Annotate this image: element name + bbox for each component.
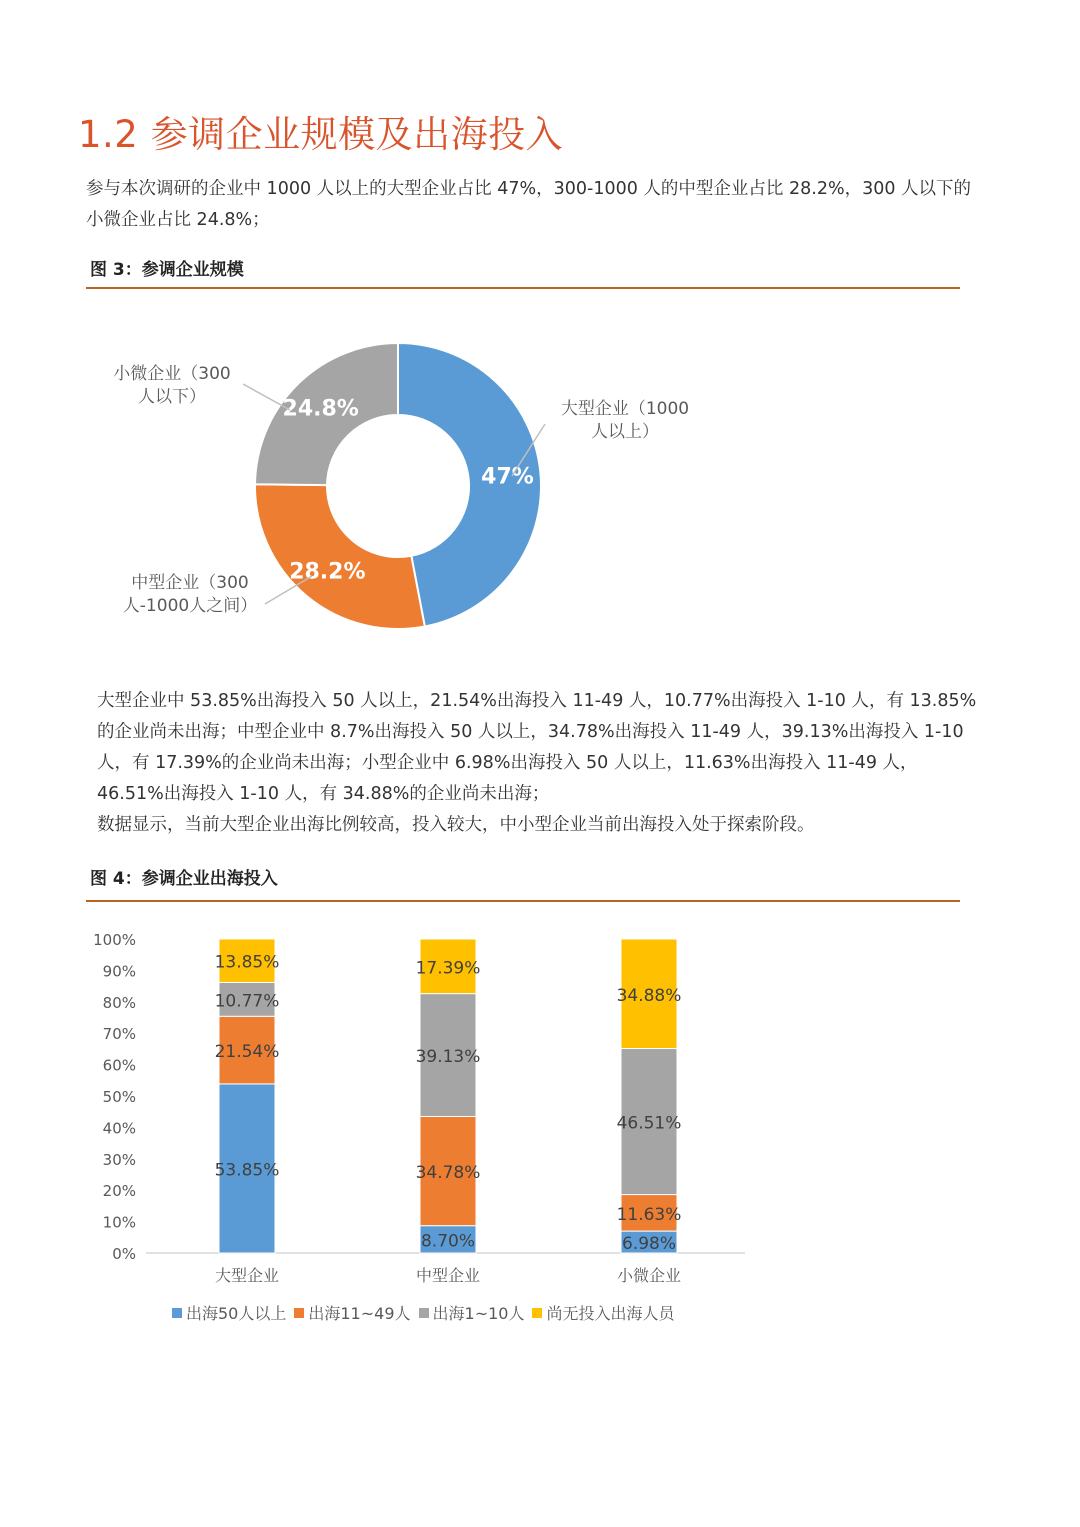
donut-category-label: 中型企业（300: [131, 573, 249, 593]
bar-data-label: 34.78%: [415, 1163, 481, 1184]
donut-chart: [0, 310, 1080, 670]
donut-value-label: 47%: [481, 464, 534, 490]
y-tick-label: 0%: [112, 1245, 136, 1263]
bar-data-label: 13.85%: [214, 952, 280, 973]
y-tick-label: 90%: [102, 962, 136, 981]
y-tick-label: 40%: [102, 1119, 136, 1138]
legend-swatch: [294, 1308, 304, 1318]
y-tick-label: 30%: [102, 1150, 136, 1169]
donut-value-label: 24.8%: [282, 396, 359, 422]
legend-label: 出海1~10人: [432, 1304, 525, 1323]
y-tick-label: 100%: [93, 931, 136, 949]
donut-category-label: 大型企业（1000: [560, 399, 690, 419]
donut-slice: [255, 484, 425, 629]
figure-4-divider: [86, 900, 960, 902]
bar-chart-legend: [172, 1301, 674, 1324]
legend-swatch: [172, 1308, 182, 1318]
x-category-label: 大型企业: [214, 1266, 280, 1285]
legend-swatch: [532, 1308, 542, 1318]
bar-data-label: 21.54%: [214, 1042, 280, 1063]
legend-swatch: [419, 1308, 429, 1318]
y-tick-label: 60%: [102, 1056, 136, 1075]
bar-data-label: 17.39%: [415, 958, 481, 979]
legend-label: 出海11~49人: [308, 1304, 411, 1323]
donut-value-label: 28.2%: [289, 559, 366, 585]
analysis-paragraph-2: 数据显示，当前大型企业出海比例较高，投入较大，中小型企业当前出海投入处于探索阶段。: [97, 815, 815, 835]
legend-item: [294, 1301, 410, 1324]
bar-data-label: 10.77%: [214, 991, 280, 1012]
bar-data-label: 46.51%: [616, 1113, 682, 1134]
x-category-label: 小微企业: [616, 1266, 682, 1285]
figure-3-caption: 图 3：参调企业规模: [90, 260, 244, 280]
legend-item: [419, 1301, 525, 1324]
figure-4-caption: 图 4：参调企业出海投入: [90, 869, 278, 889]
legend-label: 出海50人以上: [186, 1304, 287, 1323]
intro-paragraph: 参与本次调研的企业中 1000 人以上的大型企业占比 47%，300-1000 人的中型企业占比 28.2%，300 人以下的小微企业占比 24.8%；: [86, 179, 972, 230]
bar-data-label: 11.63%: [616, 1204, 682, 1225]
analysis-text: [97, 686, 977, 841]
bar-data-label: 8.70%: [420, 1231, 476, 1252]
donut-category-label: 人以上）: [591, 422, 659, 442]
bar-data-label: 34.88%: [616, 985, 682, 1006]
legend-label: 尚无投入出海人员: [546, 1304, 675, 1323]
y-tick-label: 10%: [102, 1213, 136, 1232]
section-title: 1.2 参调企业规模及出海投入: [78, 113, 564, 156]
donut-category-label: 人-1000人之间）: [122, 596, 258, 616]
legend-item: [172, 1301, 286, 1324]
bar-data-label: 53.85%: [214, 1160, 280, 1181]
figure-3-divider: [86, 287, 960, 289]
stacked-bar-chart: [0, 915, 1080, 1295]
analysis-paragraph-1: 大型企业中 53.85%出海投入 50 人以上，21.54%出海投入 11-49 人，10.77%出海投入 1-10 人，有 13.85%的企业尚未出海；中型企业中 8.7%出海投入 50 人以上，34.78%出海投入 11-49 人，39.13%出海投入 1-10 人，有 17.39%的企业尚未出海；小型企业中 6.98%出海投入 50 人以上，11.63%出海投入 11-49 人，46.51%出海投入 1-10 人，有 34.88%的企业尚未出海；: [97, 691, 977, 804]
y-tick-label: 80%: [102, 993, 136, 1012]
donut-category-label: 人以下）: [138, 387, 206, 407]
y-tick-label: 70%: [102, 1025, 136, 1044]
y-tick-label: 20%: [102, 1182, 136, 1201]
x-category-label: 中型企业: [415, 1266, 481, 1285]
bar-data-label: 6.98%: [621, 1234, 677, 1255]
donut-category-label: 小微企业（300: [113, 364, 231, 384]
y-tick-label: 50%: [102, 1088, 136, 1106]
bar-data-label: 39.13%: [415, 1047, 481, 1068]
legend-item: [532, 1301, 674, 1324]
